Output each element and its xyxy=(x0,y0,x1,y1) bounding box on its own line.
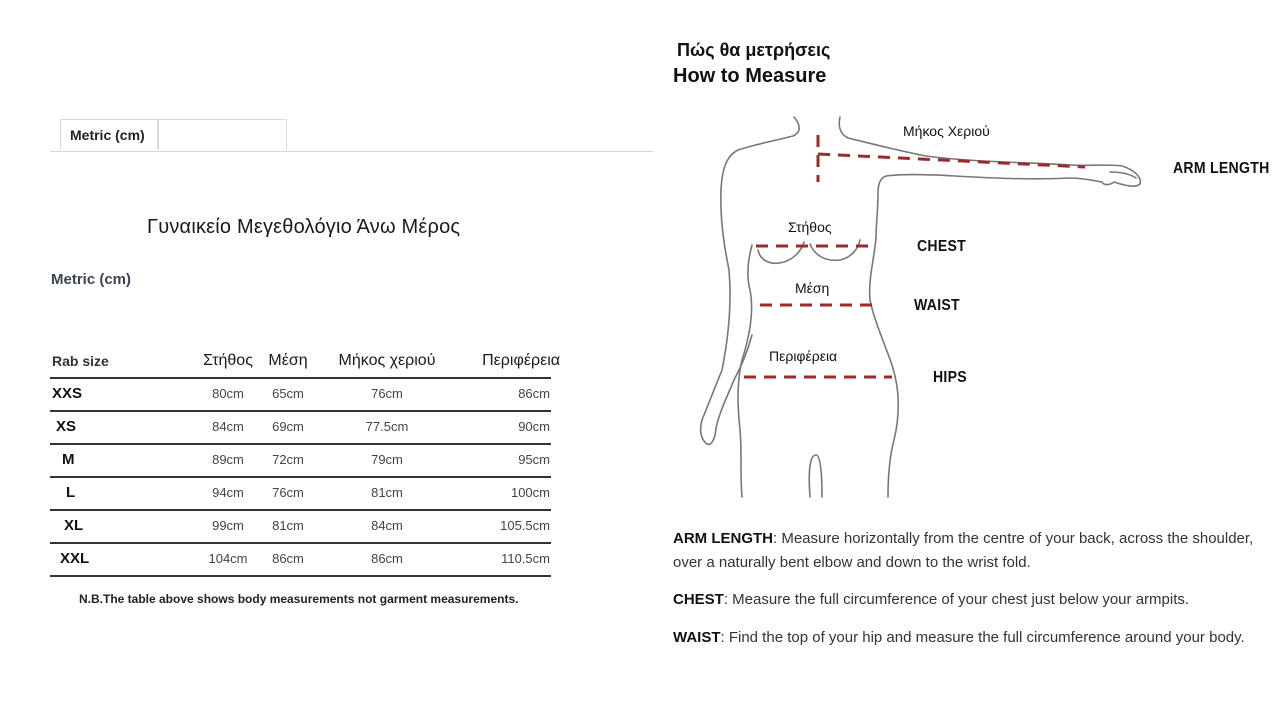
tab-metric[interactable]: Metric (cm) xyxy=(60,119,158,150)
table-row xyxy=(50,445,551,478)
table-row xyxy=(50,511,551,544)
measure-title: How to Measure xyxy=(673,65,827,87)
header-size: Rab size xyxy=(52,353,109,369)
waist-cell: 81cm xyxy=(272,518,304,533)
arm-cell: 79cm xyxy=(371,452,403,467)
table-row xyxy=(50,544,551,577)
chest-cell: 94cm xyxy=(212,485,244,500)
unit-label: Metric (cm) xyxy=(51,271,132,288)
measurement-note: N.B.The table above shows body measurements not garment measurements. xyxy=(79,592,519,606)
header-hips: Περιφέρεια xyxy=(482,352,560,369)
table-row xyxy=(50,478,551,511)
chest-cell: 99cm xyxy=(212,518,244,533)
desc-text: : Measure horizontally from the centre of your back, across the shoulder, over a naturally bent elbow and down to the wrist fold. xyxy=(673,530,1254,571)
size-cell: M xyxy=(62,451,75,468)
table-header xyxy=(50,347,560,379)
header-chest: Στήθος xyxy=(203,352,253,369)
waist-label-greek: Μέση xyxy=(795,280,830,296)
hips-label-greek: Περιφέρεια xyxy=(769,348,838,364)
waist-cell: 65cm xyxy=(272,386,304,401)
tab-imperial[interactable] xyxy=(158,119,287,150)
size-table xyxy=(50,347,560,577)
arm-cell: 86cm xyxy=(371,551,403,566)
hips-cell: 90cm xyxy=(518,419,550,434)
table-title: Γυναικείο Μεγεθολόγιο Άνω Μέρος xyxy=(147,216,461,238)
waist-cell: 72cm xyxy=(272,452,304,467)
size-cell: L xyxy=(66,484,76,501)
chest-label: CHEST xyxy=(917,238,967,255)
table-row xyxy=(50,412,551,445)
chest-cell: 89cm xyxy=(212,452,244,467)
arm-cell: 77.5cm xyxy=(365,419,409,434)
hips-cell: 105.5cm xyxy=(500,518,550,533)
hips-label: HIPS xyxy=(933,369,967,386)
waist-cell: 86cm xyxy=(272,551,304,566)
chest-cell: 80cm xyxy=(212,386,244,401)
chest-description xyxy=(673,588,1285,612)
hips-cell: 100cm xyxy=(510,485,550,500)
desc-text: : Measure the full circumference of your chest just below your armpits. xyxy=(723,591,1190,608)
size-cell: XXL xyxy=(60,550,90,567)
size-cell: XXS xyxy=(52,385,83,402)
arm-cell: 76cm xyxy=(371,386,403,401)
chest-cell: 84cm xyxy=(212,419,244,434)
desc-term: ARM LENGTH xyxy=(673,530,773,547)
arm-label-greek: Μήκος Χεριού xyxy=(903,123,990,139)
waist-cell: 76cm xyxy=(272,485,304,500)
hips-cell: 95cm xyxy=(518,452,550,467)
arm-cell: 84cm xyxy=(371,518,403,533)
waist-description xyxy=(673,626,1285,650)
unit-tabs xyxy=(50,119,653,152)
waist-cell: 69cm xyxy=(272,419,304,434)
arm-label: ARM LENGTH xyxy=(1173,160,1270,177)
header-arm-length: Μήκος χεριού xyxy=(338,352,436,369)
desc-term: CHEST xyxy=(673,591,724,608)
chest-cell: 104cm xyxy=(208,551,248,566)
size-cell: XS xyxy=(56,418,77,435)
chest-label-greek: Στήθος xyxy=(788,219,832,235)
waist-label: WAIST xyxy=(914,297,960,314)
desc-text: : Find the top of your hip and measure the full circumference around your body. xyxy=(720,629,1245,646)
arm-length-description xyxy=(673,527,1285,575)
table-row xyxy=(50,379,551,412)
size-cell: XL xyxy=(64,517,84,534)
measure-title-greek: Πώς θα μετρήσεις xyxy=(677,40,831,60)
header-waist: Μέση xyxy=(268,352,308,369)
hips-cell: 86cm xyxy=(518,386,550,401)
arm-cell: 81cm xyxy=(371,485,403,500)
arm-measure-line xyxy=(818,154,1085,167)
desc-term: WAIST xyxy=(673,629,721,646)
hips-cell: 110.5cm xyxy=(501,551,550,566)
